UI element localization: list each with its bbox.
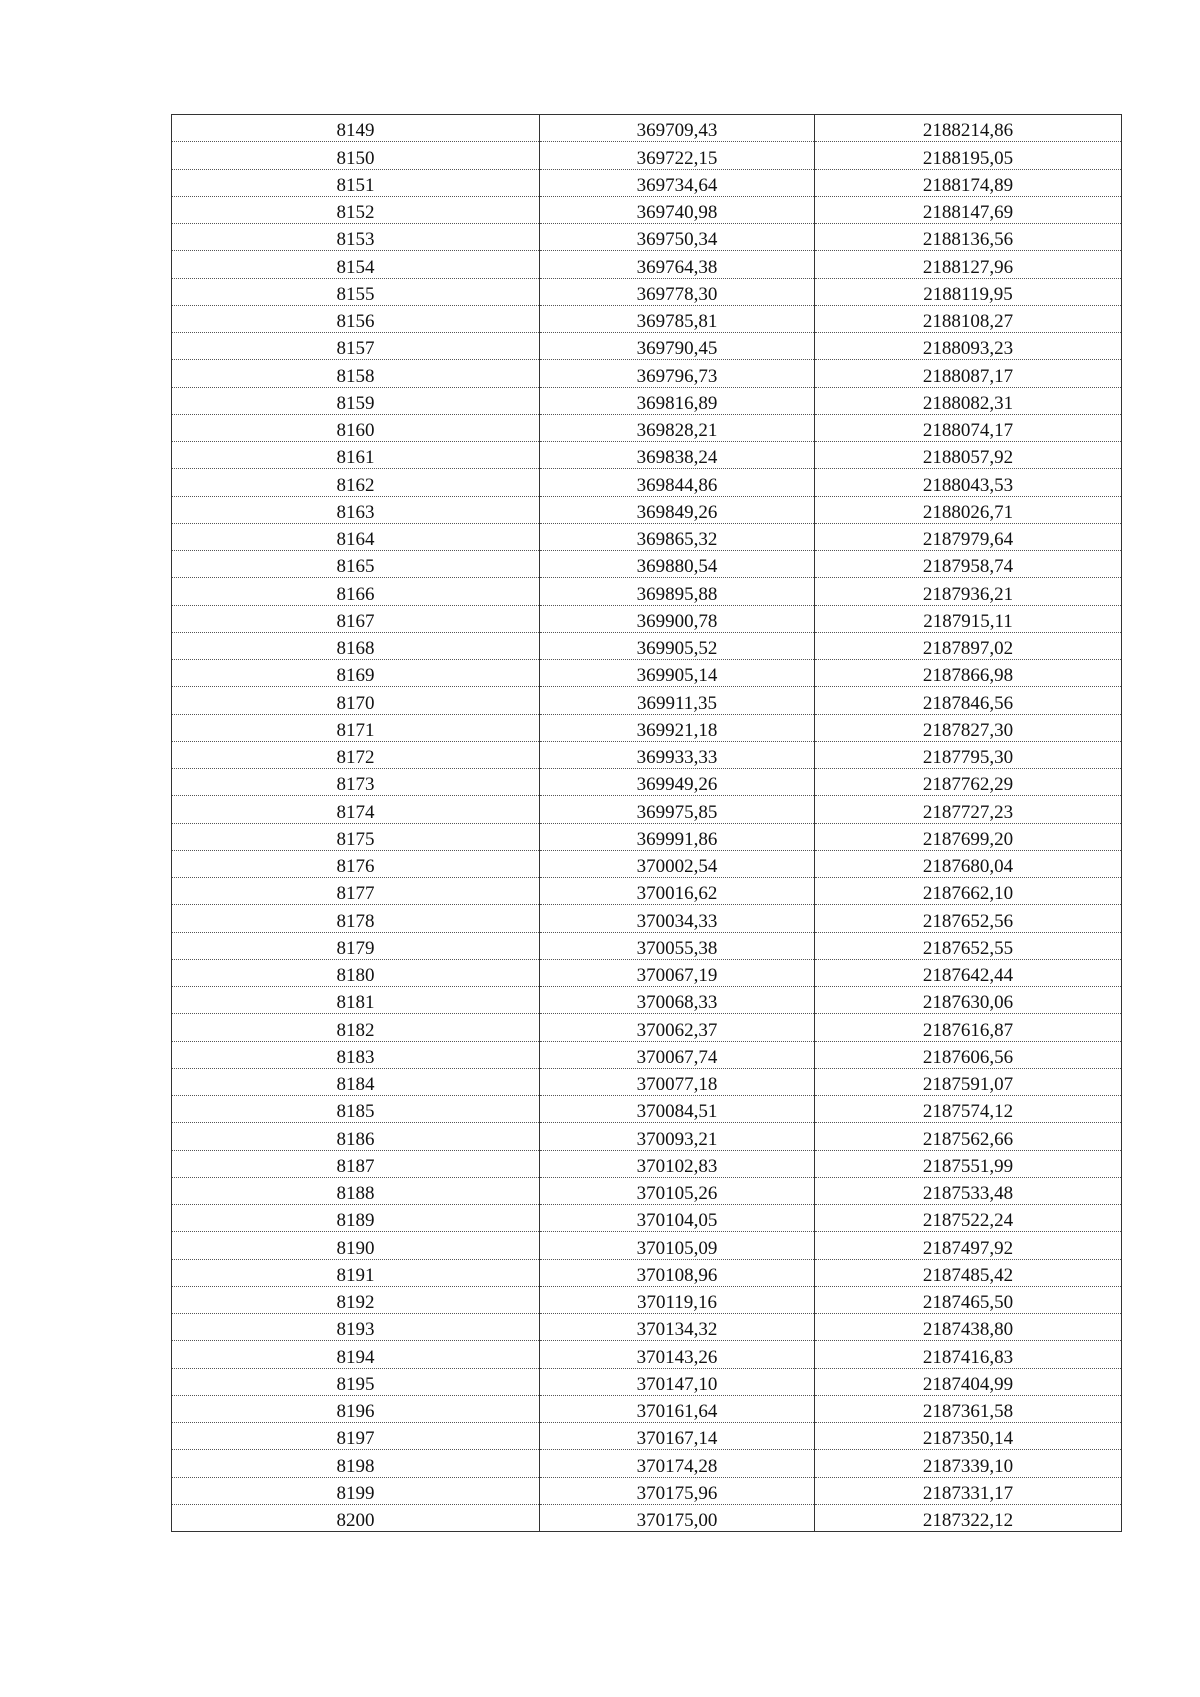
- table-row: [172, 1286, 1122, 1313]
- point-number-cell: 8166: [172, 578, 540, 605]
- point-number-cell: 8156: [172, 305, 540, 332]
- x-coordinate-cell: 369921,18: [540, 714, 815, 741]
- table-row: [172, 823, 1122, 850]
- coordinates-table: [171, 114, 1122, 1532]
- point-number-cell: 8189: [172, 1205, 540, 1232]
- table-row: [172, 196, 1122, 223]
- x-coordinate-cell: 370167,14: [540, 1423, 815, 1450]
- table-row: [172, 632, 1122, 659]
- x-coordinate-cell: 369880,54: [540, 551, 815, 578]
- point-number-cell: 8177: [172, 878, 540, 905]
- table-row: [172, 687, 1122, 714]
- y-coordinate-cell: 2188136,56: [815, 224, 1122, 251]
- x-coordinate-cell: 370034,33: [540, 905, 815, 932]
- x-coordinate-cell: 370093,21: [540, 1123, 815, 1150]
- point-number-cell: 8160: [172, 414, 540, 441]
- x-coordinate-cell: 370175,96: [540, 1477, 815, 1504]
- point-number-cell: 8199: [172, 1477, 540, 1504]
- table-row: [172, 305, 1122, 332]
- y-coordinate-cell: 2187416,83: [815, 1341, 1122, 1368]
- table-row: [172, 905, 1122, 932]
- y-coordinate-cell: 2188074,17: [815, 414, 1122, 441]
- table-row: [172, 1123, 1122, 1150]
- table-row: [172, 660, 1122, 687]
- table-row: [172, 1477, 1122, 1504]
- x-coordinate-cell: 370147,10: [540, 1368, 815, 1395]
- table-row: [172, 1205, 1122, 1232]
- x-coordinate-cell: 369865,32: [540, 523, 815, 550]
- table-row: [172, 1068, 1122, 1095]
- y-coordinate-cell: 2187616,87: [815, 1014, 1122, 1041]
- table-row: [172, 878, 1122, 905]
- coordinates-table-body: [172, 115, 1122, 1532]
- x-coordinate-cell: 369895,88: [540, 578, 815, 605]
- y-coordinate-cell: 2187361,58: [815, 1395, 1122, 1422]
- table-row: [172, 496, 1122, 523]
- x-coordinate-cell: 370175,00: [540, 1504, 815, 1531]
- y-coordinate-cell: 2188057,92: [815, 442, 1122, 469]
- table-row: [172, 1504, 1122, 1531]
- table-row: [172, 796, 1122, 823]
- y-coordinate-cell: 2187866,98: [815, 660, 1122, 687]
- y-coordinate-cell: 2187699,20: [815, 823, 1122, 850]
- table-row: [172, 1150, 1122, 1177]
- table-row: [172, 1395, 1122, 1422]
- y-coordinate-cell: 2187762,29: [815, 769, 1122, 796]
- table-row: [172, 115, 1122, 142]
- table-row: [172, 469, 1122, 496]
- y-coordinate-cell: 2188174,89: [815, 169, 1122, 196]
- y-coordinate-cell: 2188043,53: [815, 469, 1122, 496]
- table-row: [172, 741, 1122, 768]
- x-coordinate-cell: 369844,86: [540, 469, 815, 496]
- y-coordinate-cell: 2187322,12: [815, 1504, 1122, 1531]
- x-coordinate-cell: 370161,64: [540, 1395, 815, 1422]
- y-coordinate-cell: 2188195,05: [815, 142, 1122, 169]
- y-coordinate-cell: 2187522,24: [815, 1205, 1122, 1232]
- point-number-cell: 8151: [172, 169, 540, 196]
- y-coordinate-cell: 2187606,56: [815, 1041, 1122, 1068]
- x-coordinate-cell: 369849,26: [540, 496, 815, 523]
- x-coordinate-cell: 369722,15: [540, 142, 815, 169]
- table-row: [172, 1341, 1122, 1368]
- x-coordinate-cell: 369900,78: [540, 605, 815, 632]
- y-coordinate-cell: 2187642,44: [815, 959, 1122, 986]
- table-row: [172, 605, 1122, 632]
- y-coordinate-cell: 2187574,12: [815, 1096, 1122, 1123]
- x-coordinate-cell: 369785,81: [540, 305, 815, 332]
- x-coordinate-cell: 369911,35: [540, 687, 815, 714]
- table-row: [172, 142, 1122, 169]
- y-coordinate-cell: 2187438,80: [815, 1314, 1122, 1341]
- x-coordinate-cell: 370084,51: [540, 1096, 815, 1123]
- table-row: [172, 251, 1122, 278]
- x-coordinate-cell: 369734,64: [540, 169, 815, 196]
- x-coordinate-cell: 370055,38: [540, 932, 815, 959]
- table-row: [172, 850, 1122, 877]
- point-number-cell: 8175: [172, 823, 540, 850]
- point-number-cell: 8178: [172, 905, 540, 932]
- table-row: [172, 1368, 1122, 1395]
- x-coordinate-cell: 370067,74: [540, 1041, 815, 1068]
- y-coordinate-cell: 2188108,27: [815, 305, 1122, 332]
- table-row: [172, 1259, 1122, 1286]
- x-coordinate-cell: 370174,28: [540, 1450, 815, 1477]
- point-number-cell: 8172: [172, 741, 540, 768]
- table-row: [172, 1014, 1122, 1041]
- table-row: [172, 714, 1122, 741]
- point-number-cell: 8171: [172, 714, 540, 741]
- point-number-cell: 8153: [172, 224, 540, 251]
- table-row: [172, 169, 1122, 196]
- x-coordinate-cell: 370002,54: [540, 850, 815, 877]
- x-coordinate-cell: 369750,34: [540, 224, 815, 251]
- x-coordinate-cell: 369790,45: [540, 333, 815, 360]
- point-number-cell: 8169: [172, 660, 540, 687]
- point-number-cell: 8167: [172, 605, 540, 632]
- table-row: [172, 333, 1122, 360]
- point-number-cell: 8152: [172, 196, 540, 223]
- point-number-cell: 8174: [172, 796, 540, 823]
- point-number-cell: 8149: [172, 115, 540, 142]
- point-number-cell: 8183: [172, 1041, 540, 1068]
- y-coordinate-cell: 2187533,48: [815, 1177, 1122, 1204]
- point-number-cell: 8179: [172, 932, 540, 959]
- x-coordinate-cell: 370016,62: [540, 878, 815, 905]
- point-number-cell: 8192: [172, 1286, 540, 1313]
- x-coordinate-cell: 369933,33: [540, 741, 815, 768]
- table-row: [172, 278, 1122, 305]
- x-coordinate-cell: 370119,16: [540, 1286, 815, 1313]
- table-row: [172, 1423, 1122, 1450]
- x-coordinate-cell: 369709,43: [540, 115, 815, 142]
- table-row: [172, 360, 1122, 387]
- table-row: [172, 1041, 1122, 1068]
- y-coordinate-cell: 2187562,66: [815, 1123, 1122, 1150]
- point-number-cell: 8193: [172, 1314, 540, 1341]
- point-number-cell: 8200: [172, 1504, 540, 1531]
- x-coordinate-cell: 370105,26: [540, 1177, 815, 1204]
- y-coordinate-cell: 2187404,99: [815, 1368, 1122, 1395]
- y-coordinate-cell: 2187979,64: [815, 523, 1122, 550]
- y-coordinate-cell: 2187727,23: [815, 796, 1122, 823]
- y-coordinate-cell: 2188147,69: [815, 196, 1122, 223]
- table-row: [172, 932, 1122, 959]
- point-number-cell: 8157: [172, 333, 540, 360]
- table-row: [172, 1232, 1122, 1259]
- y-coordinate-cell: 2187339,10: [815, 1450, 1122, 1477]
- x-coordinate-cell: 370108,96: [540, 1259, 815, 1286]
- point-number-cell: 8159: [172, 387, 540, 414]
- x-coordinate-cell: 369838,24: [540, 442, 815, 469]
- point-number-cell: 8170: [172, 687, 540, 714]
- point-number-cell: 8190: [172, 1232, 540, 1259]
- x-coordinate-cell: 370062,37: [540, 1014, 815, 1041]
- point-number-cell: 8196: [172, 1395, 540, 1422]
- x-coordinate-cell: 370105,09: [540, 1232, 815, 1259]
- x-coordinate-cell: 370104,05: [540, 1205, 815, 1232]
- y-coordinate-cell: 2188093,23: [815, 333, 1122, 360]
- x-coordinate-cell: 370134,32: [540, 1314, 815, 1341]
- y-coordinate-cell: 2188127,96: [815, 251, 1122, 278]
- x-coordinate-cell: 370067,19: [540, 959, 815, 986]
- y-coordinate-cell: 2188082,31: [815, 387, 1122, 414]
- x-coordinate-cell: 370077,18: [540, 1068, 815, 1095]
- point-number-cell: 8165: [172, 551, 540, 578]
- x-coordinate-cell: 369975,85: [540, 796, 815, 823]
- point-number-cell: 8163: [172, 496, 540, 523]
- point-number-cell: 8181: [172, 987, 540, 1014]
- point-number-cell: 8176: [172, 850, 540, 877]
- x-coordinate-cell: 369816,89: [540, 387, 815, 414]
- y-coordinate-cell: 2187331,17: [815, 1477, 1122, 1504]
- table-row: [172, 1096, 1122, 1123]
- point-number-cell: 8191: [172, 1259, 540, 1286]
- y-coordinate-cell: 2188087,17: [815, 360, 1122, 387]
- point-number-cell: 8180: [172, 959, 540, 986]
- point-number-cell: 8186: [172, 1123, 540, 1150]
- y-coordinate-cell: 2188026,71: [815, 496, 1122, 523]
- y-coordinate-cell: 2187591,07: [815, 1068, 1122, 1095]
- y-coordinate-cell: 2187551,99: [815, 1150, 1122, 1177]
- table-row: [172, 414, 1122, 441]
- point-number-cell: 8162: [172, 469, 540, 496]
- point-number-cell: 8185: [172, 1096, 540, 1123]
- point-number-cell: 8182: [172, 1014, 540, 1041]
- point-number-cell: 8184: [172, 1068, 540, 1095]
- point-number-cell: 8154: [172, 251, 540, 278]
- point-number-cell: 8164: [172, 523, 540, 550]
- x-coordinate-cell: 370102,83: [540, 1150, 815, 1177]
- table-row: [172, 1177, 1122, 1204]
- point-number-cell: 8158: [172, 360, 540, 387]
- point-number-cell: 8168: [172, 632, 540, 659]
- y-coordinate-cell: 2187795,30: [815, 741, 1122, 768]
- x-coordinate-cell: 370068,33: [540, 987, 815, 1014]
- table-row: [172, 1450, 1122, 1477]
- point-number-cell: 8194: [172, 1341, 540, 1368]
- table-row: [172, 959, 1122, 986]
- y-coordinate-cell: 2187958,74: [815, 551, 1122, 578]
- point-number-cell: 8198: [172, 1450, 540, 1477]
- x-coordinate-cell: 369905,14: [540, 660, 815, 687]
- y-coordinate-cell: 2187897,02: [815, 632, 1122, 659]
- point-number-cell: 8187: [172, 1150, 540, 1177]
- y-coordinate-cell: 2187497,92: [815, 1232, 1122, 1259]
- y-coordinate-cell: 2187485,42: [815, 1259, 1122, 1286]
- y-coordinate-cell: 2187846,56: [815, 687, 1122, 714]
- point-number-cell: 8195: [172, 1368, 540, 1395]
- point-number-cell: 8161: [172, 442, 540, 469]
- y-coordinate-cell: 2187652,56: [815, 905, 1122, 932]
- y-coordinate-cell: 2187630,06: [815, 987, 1122, 1014]
- point-number-cell: 8188: [172, 1177, 540, 1204]
- y-coordinate-cell: 2188214,86: [815, 115, 1122, 142]
- x-coordinate-cell: 369796,73: [540, 360, 815, 387]
- y-coordinate-cell: 2187680,04: [815, 850, 1122, 877]
- y-coordinate-cell: 2187465,50: [815, 1286, 1122, 1313]
- y-coordinate-cell: 2187827,30: [815, 714, 1122, 741]
- x-coordinate-cell: 369740,98: [540, 196, 815, 223]
- y-coordinate-cell: 2187915,11: [815, 605, 1122, 632]
- table-row: [172, 523, 1122, 550]
- table-row: [172, 387, 1122, 414]
- table-row: [172, 224, 1122, 251]
- x-coordinate-cell: 369764,38: [540, 251, 815, 278]
- table-row: [172, 987, 1122, 1014]
- point-number-cell: 8155: [172, 278, 540, 305]
- y-coordinate-cell: 2187936,21: [815, 578, 1122, 605]
- point-number-cell: 8173: [172, 769, 540, 796]
- point-number-cell: 8150: [172, 142, 540, 169]
- y-coordinate-cell: 2187662,10: [815, 878, 1122, 905]
- y-coordinate-cell: 2187350,14: [815, 1423, 1122, 1450]
- x-coordinate-cell: 369949,26: [540, 769, 815, 796]
- x-coordinate-cell: 370143,26: [540, 1341, 815, 1368]
- x-coordinate-cell: 369991,86: [540, 823, 815, 850]
- table-row: [172, 769, 1122, 796]
- y-coordinate-cell: 2187652,55: [815, 932, 1122, 959]
- point-number-cell: 8197: [172, 1423, 540, 1450]
- table-row: [172, 578, 1122, 605]
- x-coordinate-cell: 369778,30: [540, 278, 815, 305]
- table-row: [172, 442, 1122, 469]
- x-coordinate-cell: 369905,52: [540, 632, 815, 659]
- x-coordinate-cell: 369828,21: [540, 414, 815, 441]
- table-row: [172, 551, 1122, 578]
- y-coordinate-cell: 2188119,95: [815, 278, 1122, 305]
- table-row: [172, 1314, 1122, 1341]
